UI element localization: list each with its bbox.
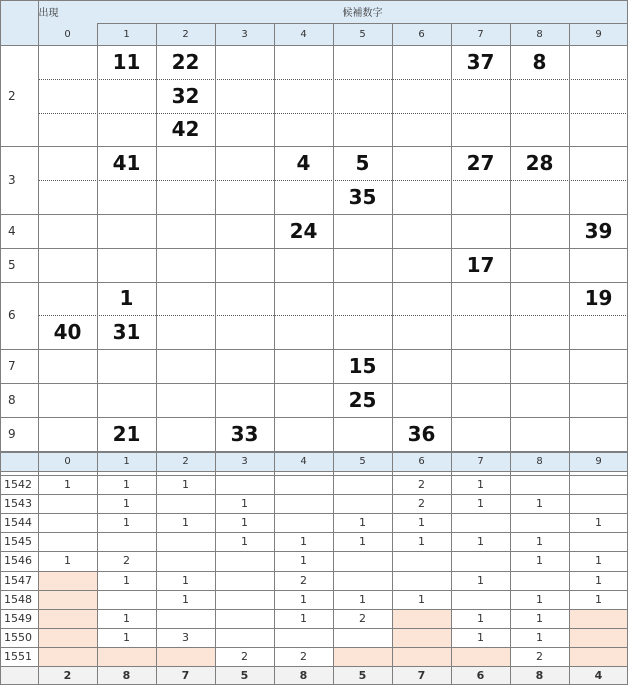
- interval-label-8: 8: [8, 392, 16, 407]
- history-value: 1: [536, 630, 543, 644]
- candidate-number: 37: [466, 49, 495, 74]
- candidate-number: 27: [466, 151, 495, 176]
- history-digit-header-4: 4: [274, 452, 333, 471]
- group-line: [0, 214, 628, 215]
- draw-number: 1549: [4, 611, 32, 625]
- history-row-line: [0, 666, 628, 667]
- history-value: 1: [182, 573, 189, 587]
- col-line: [451, 23, 452, 685]
- digit-header-8: 8: [510, 23, 569, 45]
- history-row-line: [0, 590, 628, 591]
- history-value: 1: [477, 630, 484, 644]
- border-top: [0, 0, 628, 1]
- highlight-cell: [569, 609, 628, 628]
- history-value: 1: [477, 478, 484, 492]
- history-value: 1: [359, 516, 366, 530]
- draw-number: 1542: [4, 478, 32, 492]
- history-value: 1: [477, 611, 484, 625]
- history-value: 3: [182, 630, 189, 644]
- history-hdr-line: [0, 471, 628, 472]
- history-value: 1: [182, 478, 189, 492]
- history-value: 2: [300, 649, 307, 663]
- candidate-number: 32: [171, 83, 200, 108]
- interval-label-9: 9: [8, 426, 16, 441]
- candidate-number: 36: [407, 421, 436, 446]
- total-value: 6: [451, 666, 510, 685]
- draw-number: 1551: [4, 649, 32, 663]
- candidate-number: 11: [112, 49, 141, 74]
- highlight-cell: [38, 647, 97, 666]
- candidate-title: 候補数字: [97, 0, 628, 23]
- history-row-line: [0, 647, 628, 648]
- history-row-line: [0, 609, 628, 610]
- total-value: 2: [38, 666, 97, 685]
- col-line: [569, 23, 570, 685]
- digit-header-3: 3: [215, 23, 274, 45]
- history-value: 2: [300, 573, 307, 587]
- history-value: 2: [418, 497, 425, 511]
- history-row-line: [0, 571, 628, 572]
- candidate-number: 35: [348, 185, 377, 210]
- highlight-cell: [38, 590, 97, 609]
- candidate-number: 33: [230, 421, 259, 446]
- history-value: 1: [64, 478, 71, 492]
- history-value: 2: [123, 554, 130, 568]
- draw-number: 1550: [4, 630, 32, 644]
- history-digit-header-9: 9: [569, 452, 628, 471]
- history-value: 1: [477, 497, 484, 511]
- interval-label-6: 6: [8, 308, 16, 323]
- history-value: 1: [123, 516, 130, 530]
- history-value: 1: [595, 592, 602, 606]
- col-line: [274, 23, 275, 685]
- history-digit-header-5: 5: [333, 452, 392, 471]
- highlight-cell: [333, 647, 392, 666]
- highlight-cell: [38, 628, 97, 647]
- candidate-number: 22: [171, 49, 200, 74]
- history-value: 1: [300, 611, 307, 625]
- total-value: 4: [569, 666, 628, 685]
- candidate-number: 42: [171, 117, 200, 142]
- col-line: [392, 23, 393, 685]
- history-value: 1: [123, 478, 130, 492]
- history-value: 2: [359, 611, 366, 625]
- draw-number: 1544: [4, 516, 32, 530]
- candidate-number: 5: [355, 151, 370, 176]
- draw-number: 1543: [4, 497, 32, 511]
- history-value: 2: [418, 478, 425, 492]
- header-line: [0, 45, 628, 46]
- border-left: [0, 0, 1, 685]
- highlight-cell: [569, 628, 628, 647]
- candidate-number: 25: [348, 387, 377, 412]
- group-line: [0, 349, 628, 350]
- header-line: [97, 23, 628, 24]
- history-value: 2: [241, 649, 248, 663]
- history-row-line: [0, 513, 628, 514]
- highlight-cell: [392, 609, 451, 628]
- draw-number: 1545: [4, 535, 32, 549]
- highlight-cell: [156, 647, 215, 666]
- digit-header-6: 6: [392, 23, 451, 45]
- candidate-number: 40: [53, 320, 82, 345]
- highlight-cell: [97, 647, 156, 666]
- candidate-number: 1: [119, 286, 134, 311]
- candidate-number: 41: [112, 151, 141, 176]
- highlight-cell: [38, 609, 97, 628]
- col-line: [333, 23, 334, 685]
- group-line: [0, 248, 628, 249]
- history-row-line: [0, 551, 628, 552]
- highlight-cell: [392, 628, 451, 647]
- history-value: 1: [123, 630, 130, 644]
- history-row-line: [0, 532, 628, 533]
- history-value: 1: [123, 611, 130, 625]
- history-value: 1: [477, 573, 484, 587]
- digit-header-5: 5: [333, 23, 392, 45]
- candidate-number: 15: [348, 354, 377, 379]
- candidate-number: 4: [296, 151, 311, 176]
- history-value: 1: [536, 592, 543, 606]
- corner-label-top: 出現: [0, 0, 97, 23]
- candidate-number: 19: [584, 286, 613, 311]
- total-value: 5: [215, 666, 274, 685]
- history-value: 1: [300, 554, 307, 568]
- total-value: 8: [510, 666, 569, 685]
- candidate-number: 28: [525, 151, 554, 176]
- interval-label-3: 3: [8, 173, 16, 188]
- history-digit-header-0: 0: [38, 452, 97, 471]
- interval-label-2: 2: [8, 88, 16, 103]
- history-value: 1: [595, 516, 602, 530]
- highlight-cell: [569, 647, 628, 666]
- history-digit-header-3: 3: [215, 452, 274, 471]
- highlight-cell: [451, 647, 510, 666]
- interval-label-7: 7: [8, 359, 16, 374]
- digit-header-2: 2: [156, 23, 215, 45]
- group-line: [0, 383, 628, 384]
- history-digit-header-1: 1: [97, 452, 156, 471]
- col-line: [215, 23, 216, 685]
- total-value: 8: [274, 666, 333, 685]
- group-line: [0, 282, 628, 283]
- history-value: 1: [300, 592, 307, 606]
- history-value: 1: [123, 573, 130, 587]
- group-line: [0, 146, 628, 147]
- digit-header-1: 1: [97, 23, 156, 45]
- total-value: 7: [392, 666, 451, 685]
- history-digit-header-7: 7: [451, 452, 510, 471]
- history-digit-header-6: 6: [392, 452, 451, 471]
- history-value: 1: [536, 535, 543, 549]
- history-value: 1: [418, 516, 425, 530]
- col-line: [510, 23, 511, 685]
- history-value: 1: [536, 611, 543, 625]
- history-digit-header-8: 8: [510, 452, 569, 471]
- candidate-number: 31: [112, 320, 141, 345]
- history-digit-header-2: 2: [156, 452, 215, 471]
- history-value: 1: [182, 592, 189, 606]
- history-row-line: [0, 628, 628, 629]
- digit-header-9: 9: [569, 23, 628, 45]
- interval-label-4: 4: [8, 223, 16, 238]
- draw-number: 1546: [4, 554, 32, 568]
- history-value: 1: [359, 535, 366, 549]
- history-row-line: [0, 494, 628, 495]
- history-value: 1: [536, 554, 543, 568]
- history-value: 1: [418, 535, 425, 549]
- total-value: 7: [156, 666, 215, 685]
- history-row-line: [0, 475, 628, 476]
- candidate-number: 21: [112, 421, 141, 446]
- candidate-number: 24: [289, 218, 318, 243]
- history-value: 1: [595, 573, 602, 587]
- digit-header-0: 0: [38, 23, 97, 45]
- history-value: 1: [241, 516, 248, 530]
- history-value: 1: [241, 497, 248, 511]
- history-value: 1: [123, 497, 130, 511]
- history-value: 1: [418, 592, 425, 606]
- history-value: 1: [182, 516, 189, 530]
- digit-header-7: 7: [451, 23, 510, 45]
- history-value: 2: [536, 649, 543, 663]
- total-value: 8: [97, 666, 156, 685]
- interval-label-5: 5: [8, 257, 16, 272]
- history-value: 1: [477, 535, 484, 549]
- digit-header-4: 4: [274, 23, 333, 45]
- candidate-number: 17: [466, 252, 495, 277]
- history-top-line: [0, 452, 628, 453]
- highlight-cell: [392, 647, 451, 666]
- draw-number: 1547: [4, 573, 32, 587]
- total-value: 5: [333, 666, 392, 685]
- col-line: [97, 23, 98, 685]
- history-value: 1: [536, 497, 543, 511]
- history-value: 1: [64, 554, 71, 568]
- history-value: 1: [595, 554, 602, 568]
- history-value: 1: [300, 535, 307, 549]
- candidate-number: 8: [532, 49, 547, 74]
- candidate-number: 39: [584, 218, 613, 243]
- col-line: [156, 23, 157, 685]
- highlight-cell: [38, 571, 97, 590]
- draw-number: 1548: [4, 592, 32, 606]
- group-line: [0, 417, 628, 418]
- history-value: 1: [241, 535, 248, 549]
- history-value: 1: [359, 592, 366, 606]
- col-line: [38, 0, 39, 685]
